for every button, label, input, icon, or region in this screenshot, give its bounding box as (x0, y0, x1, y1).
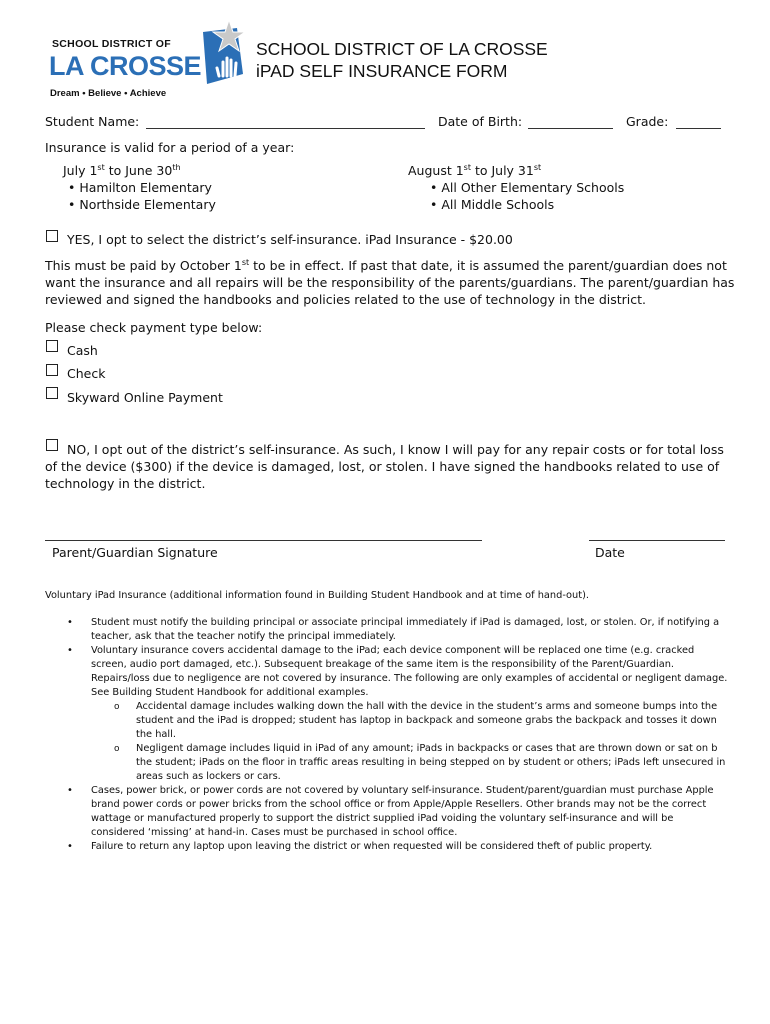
info-sub-accidental: o Accidental damage includes walking down the hall with the device in the student’s arms and someone bumps into the student and the iPad is dropped; student has laptop in backpack and someone grabs the backpack and tosses it down the hall. (91, 700, 730, 742)
grade-field[interactable] (676, 128, 721, 129)
skyward-label: Skyward Online Payment (67, 390, 223, 405)
logo-line1: SCHOOL DISTRICT OF (52, 38, 171, 50)
grade-label: Grade: (626, 114, 669, 129)
period-right-dates: August 1st to July 31st (408, 162, 542, 178)
period-left (63, 162, 216, 213)
check-checkbox[interactable] (46, 364, 58, 376)
info-bullet-failure: • Failure to return any laptop upon leaving the district or when requested will be considered theft of public property. (45, 840, 730, 854)
dob-label: Date of Birth: (438, 114, 523, 129)
school-other-elementary: • All Other Elementary Schools (430, 180, 625, 195)
yes-terms-line2: want the insurance and all repairs will be the responsibility of the parents/guardians. The parent/guardian has (45, 275, 735, 290)
school-hamilton: • Hamilton Elementary (68, 180, 212, 195)
period-intro: Insurance is valid for a period of a year: (45, 140, 295, 155)
school-northside: • Northside Elementary (68, 197, 216, 212)
period-left-dates: July 1st to June 30th (63, 162, 181, 178)
signature-field[interactable] (45, 540, 482, 541)
info-sub-negligent: o Negligent damage includes liquid in iPad of any amount; iPads in backpacks or cases that are thrown down or sat on b the student; iPads on the floor in traffic areas resulting in being stepped on by student or others; iPads left unsecured in areas such as lockers or cars. (91, 742, 730, 784)
student-name-field[interactable] (146, 128, 425, 129)
info-heading: Voluntary iPad Insurance (additional information found in Building Student Handbook and at time of hand-out). (45, 590, 590, 601)
date-label: Date (595, 545, 625, 560)
cash-label: Cash (67, 343, 98, 358)
info-bullet-notify: • Student must notify the building principal or associate principal immediately if iPad is damaged, lost, or stolen. Or, if notifying a teacher, ask that the teacher notify the principal immediately. (45, 616, 730, 644)
student-name-label: Student Name: (45, 114, 140, 129)
info-bullet-coverage: • Voluntary insurance covers accidental damage to the iPad; each device component will be replaced one time (e.g. cracked screen, audio port damaged, etc.). Subsequent breakage of the same item is the responsibility of the Parent/Guardian. Repairs/loss due to negligence are not covered by insurance. The following are only examples of accidental or negligent damage. See Building Student Handbook for additional examples. o Accidental damage includes walking down the hall with the device in the student’s arms and someone bumps into the student and the iPad is dropped; student has laptop in backpack and someone grabs the backpack and tosses it down the hall. o Negligent damage includes liquid in iPad of any amount; iPads in backpacks or cases that are thrown down or sat on b the student; iPads on the floor in traffic areas resulting in being stepped on by student or others; iPads left unsecured in areas such as lockers or cars. (45, 644, 730, 784)
date-field[interactable] (589, 540, 725, 541)
star-hand-icon (199, 18, 255, 86)
check-label: Check (67, 366, 106, 381)
info-bullet-cases: • Cases, power brick, or power cords are not covered by voluntary self-insurance. Student/parent/guardian must purchase Apple brand power cords or power bricks from the school office or from Apple/Apple Resellers. Other brands may not be the correct wattage or manufactured properly to support the district supplied iPad voiding the voluntary self-insurance and will be considered ‘missing’ at hand-in. Cases must be purchased in school office. (45, 784, 730, 840)
no-terms (45, 441, 724, 492)
yes-terms-line3: reviewed and signed the handbooks and policies related to the use of technology in the district. (45, 292, 647, 307)
school-middle: • All Middle Schools (430, 197, 555, 212)
district-logo (46, 18, 256, 100)
logo-tagline: Dream • Believe • Achieve (50, 88, 167, 99)
no-terms-line2: of the device ($300) if the device is damaged, lost, or stolen. I have signed the handbooks related to use of (45, 459, 720, 474)
dob-field[interactable] (528, 128, 613, 129)
yes-checkbox[interactable] (46, 230, 58, 242)
yes-terms-line1: This must be paid by October 1st to be in effect. If past that date, it is assumed the parent/guardian does not (45, 257, 727, 273)
logo-line2: LA CROSSE (49, 51, 202, 81)
no-terms-line1: NO, I opt out of the district’s self-insurance. As such, I know I will pay for any repair costs or for total loss (67, 442, 724, 457)
yes-terms (45, 257, 734, 308)
skyward-checkbox[interactable] (46, 387, 58, 399)
signature-label: Parent/Guardian Signature (52, 545, 218, 560)
payment-prompt: Please check payment type below: (45, 320, 263, 335)
form-title-line1: SCHOOL DISTRICT OF LA CROSSE (256, 39, 548, 59)
no-terms-line3: technology in the district. (45, 476, 206, 491)
info-list (45, 616, 730, 854)
period-right (408, 162, 624, 213)
cash-checkbox[interactable] (46, 340, 58, 352)
form-title-line2: iPAD SELF INSURANCE FORM (256, 61, 508, 81)
yes-label: YES, I opt to select the district’s self-insurance. iPad Insurance - $20.00 (67, 232, 513, 247)
form-title (256, 38, 548, 82)
